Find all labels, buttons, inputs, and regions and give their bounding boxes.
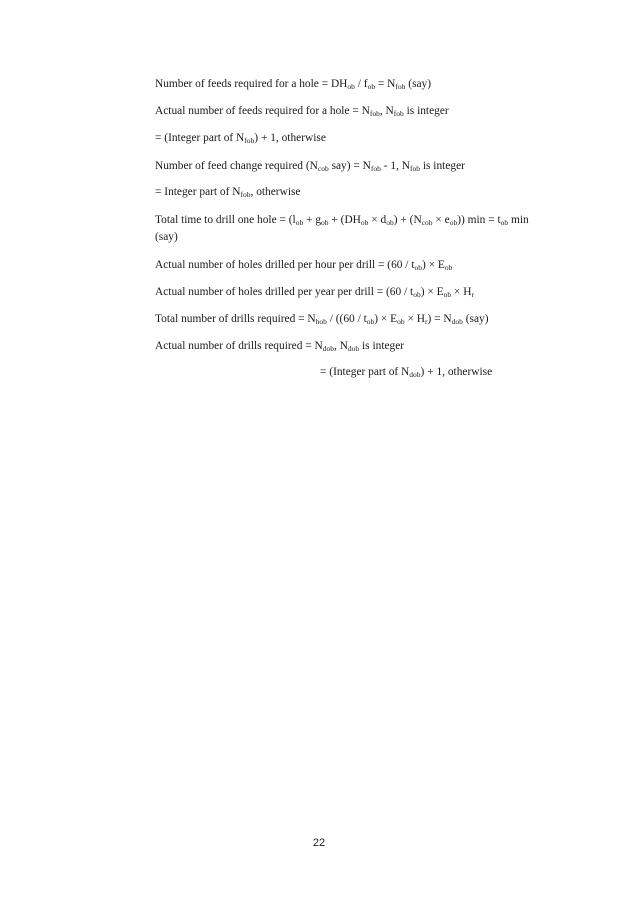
equation-text: Number of feeds required for a hole = DH	[155, 78, 348, 90]
actual-drills-otherwise	[320, 364, 492, 381]
equation-text: × e	[432, 214, 450, 226]
equation-text: Total number of drills required = N	[155, 313, 316, 325]
subscript: ob	[321, 218, 329, 227]
subscript: r	[425, 317, 428, 326]
subscript: r	[471, 290, 474, 299]
subscript: ob	[449, 218, 458, 227]
equation-text: ) × E	[374, 313, 398, 325]
subscript: fob	[369, 109, 380, 118]
equation-text: Number of feed change required (N	[155, 160, 318, 172]
page-number: 22	[312, 837, 326, 849]
actual-drills-equation	[155, 338, 404, 355]
equation-text: = N	[375, 78, 396, 90]
equation-text: , otherwise	[250, 186, 301, 198]
subscript: ob	[397, 317, 405, 326]
subscript: ob	[295, 218, 304, 227]
equation-text: )) min = t	[457, 214, 501, 226]
equation-text: = Integer part of N	[155, 186, 241, 198]
subscript: fob	[244, 136, 255, 145]
equation-text: + g	[303, 214, 322, 226]
total-drills-equation	[155, 311, 489, 328]
subscript: ob	[444, 263, 453, 272]
equation-text: / ((60 / t	[326, 313, 367, 325]
equation-text: - 1, N	[380, 160, 410, 172]
equation-text: (say)	[462, 313, 489, 325]
subscript: ob	[386, 218, 394, 227]
equation-text: ) × E	[420, 286, 444, 298]
subscript: dob	[322, 344, 334, 353]
equation-text: Actual number of holes drilled per year per drill = (60 / t	[155, 286, 414, 298]
equation-text: Actual number of holes drilled per hour per drill = (60 / t	[155, 259, 415, 271]
subscript: dob	[451, 317, 463, 326]
subscript: fob	[393, 109, 404, 118]
equation-text: Actual number of drills required = N	[155, 340, 323, 352]
equation-text: is integer	[359, 340, 405, 352]
subscript: fob	[410, 164, 420, 173]
feed-change-equation	[155, 158, 465, 175]
equation-text: Total time to drill one hole = (l	[155, 214, 296, 226]
equation-text: is integer	[420, 160, 465, 172]
equation-text: is integer	[403, 105, 449, 117]
holes-per-hour-equation	[155, 257, 452, 274]
equation-text: , N	[379, 105, 394, 117]
subscript: ob	[347, 82, 355, 91]
subscript: fob	[395, 82, 406, 91]
subscript: fob	[240, 190, 251, 199]
subscript: ob	[413, 290, 421, 299]
subscript: dob	[347, 344, 360, 353]
feed-change-otherwise	[155, 184, 300, 201]
equation-text: × d	[368, 214, 387, 226]
feeds-required-equation	[155, 76, 431, 93]
equation-text: , N	[334, 340, 348, 352]
equation-text: = (Integer part of N	[320, 366, 410, 378]
equation-text: ) × E	[421, 259, 445, 271]
equation-text: ) + 1, otherwise	[254, 132, 326, 144]
equation-text: ) + (N	[393, 214, 422, 226]
equation-text: + (DH	[328, 214, 361, 226]
subscript: ob	[367, 82, 376, 91]
subscript: cob	[421, 218, 433, 227]
subscript: fob	[370, 164, 381, 173]
subscript: ob	[500, 218, 509, 227]
equation-text: × H	[451, 286, 472, 298]
actual-feeds-equation	[155, 103, 449, 120]
equation-text: say) = N	[328, 160, 371, 172]
equation-text: min (say)	[155, 214, 529, 243]
equation-text: Actual number of feeds required for a hole = N	[155, 105, 370, 117]
subscript: ob	[366, 317, 375, 326]
actual-feeds-otherwise	[155, 130, 326, 147]
subscript: hob	[315, 317, 327, 326]
equation-text: / f	[354, 78, 368, 90]
subscript: dob	[409, 370, 421, 379]
holes-per-year-equation	[155, 284, 474, 301]
equation-text: (say)	[405, 78, 432, 90]
subscript: ob	[414, 263, 422, 272]
subscript: ob	[360, 218, 369, 227]
equation-text: = (Integer part of N	[155, 132, 245, 144]
subscript: cob	[317, 164, 329, 173]
equation-text: ) = N	[427, 313, 452, 325]
subscript: ob	[443, 290, 452, 299]
equation-text: × H	[404, 313, 425, 325]
total-drill-time-equation	[155, 212, 535, 246]
equation-text: ) + 1, otherwise	[420, 366, 493, 378]
